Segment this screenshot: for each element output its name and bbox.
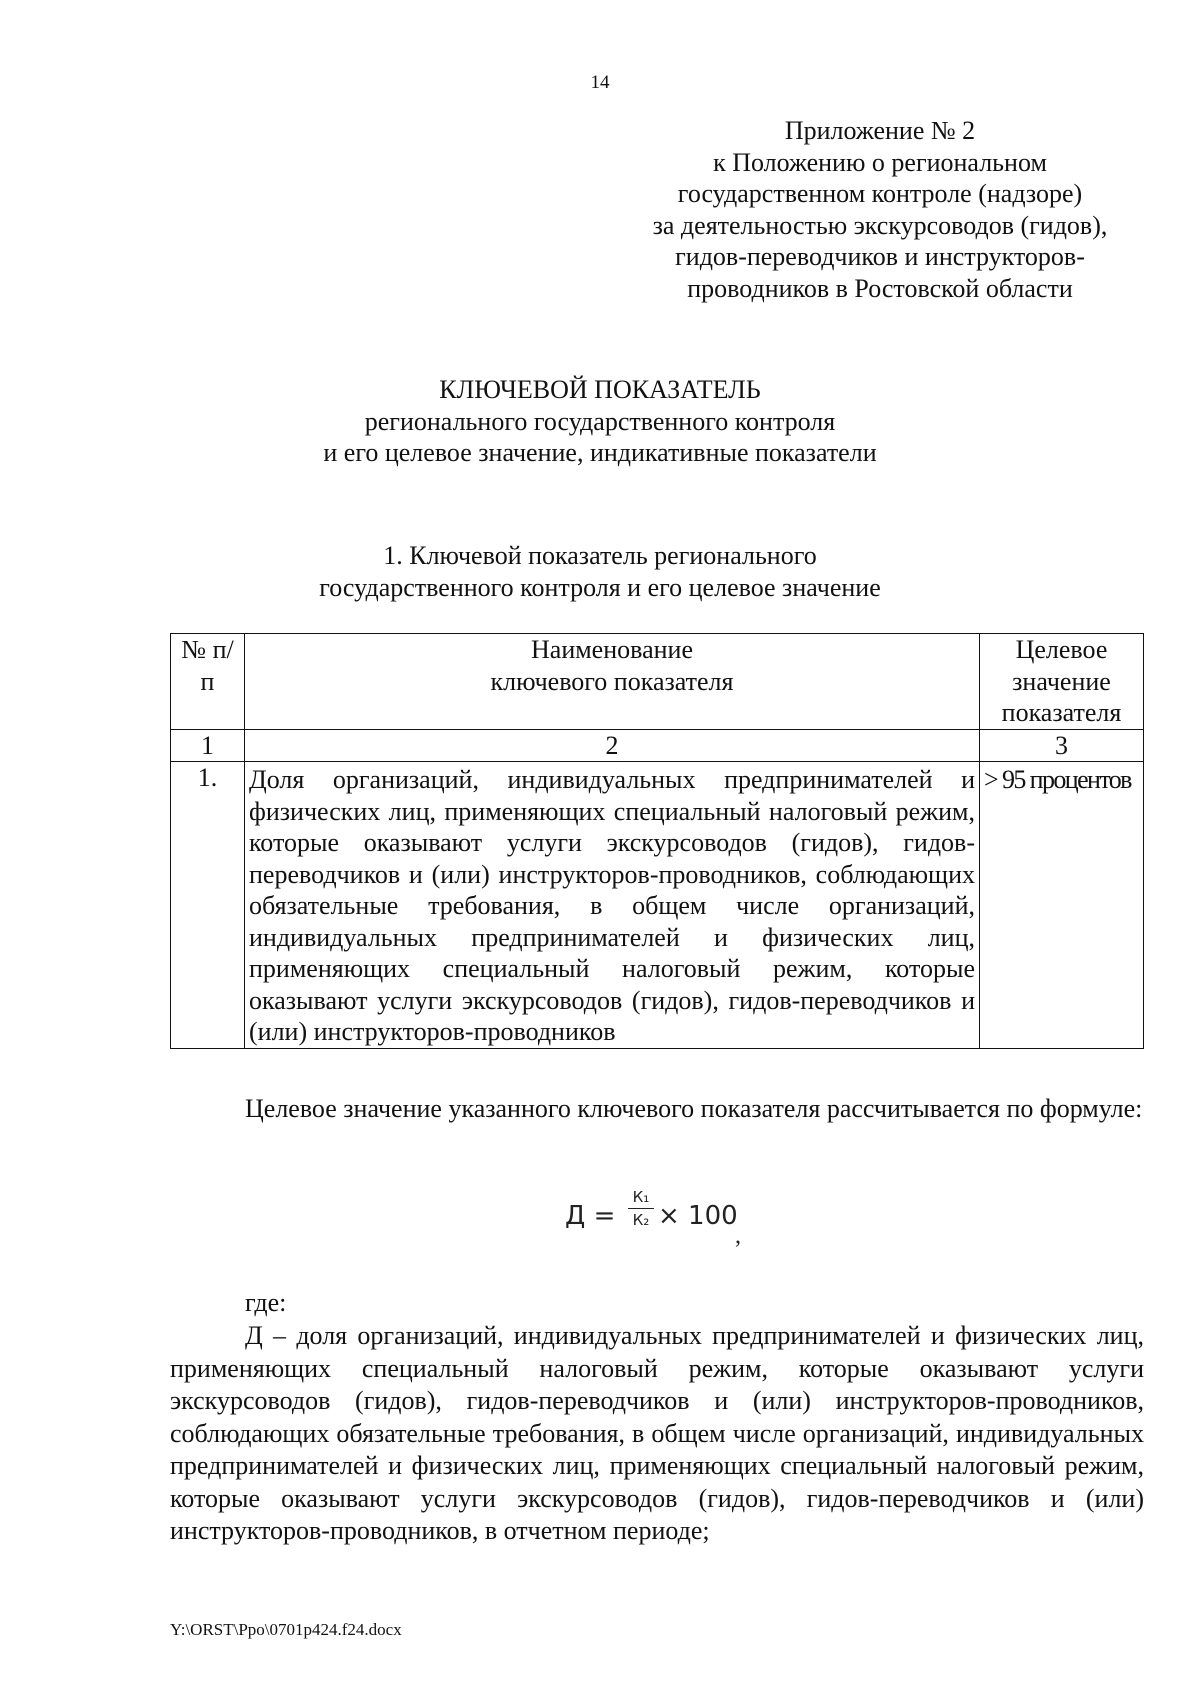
appendix-line: к Положению о региональном — [713, 147, 1047, 177]
formula-lhs: Д = — [565, 1201, 616, 1231]
header-target: Целевое значение показателя — [980, 634, 1144, 730]
table-column-numbers-row — [171, 729, 1144, 762]
appendix-line: Приложение № 2 — [784, 116, 976, 145]
footer-file-path: Y:\ORST\Ppo\0701p424.f24.docx — [170, 1620, 402, 1639]
header-num: № п/п — [171, 634, 245, 730]
header-name — [245, 634, 980, 730]
calculation-intro: Целевое значение указанного ключевого показателя рассчитывается по формуле: — [245, 1094, 1143, 1123]
where-label: где: — [245, 1288, 287, 1317]
table-row — [171, 762, 1144, 1049]
section-heading-line: государственного контроля и его целевое значение — [319, 572, 881, 602]
indicator-target-value: > 95 процентов — [980, 762, 1144, 1049]
title-subtitle: регионального государственного контроля — [364, 406, 836, 436]
table-header-row — [171, 634, 1144, 730]
column-number: 1 — [171, 729, 245, 762]
key-indicator-table — [170, 633, 1144, 1049]
row-number: 1. — [171, 762, 245, 1049]
column-number: 2 — [245, 729, 980, 762]
formula-denominator: К₂ — [632, 1211, 650, 1229]
section-heading-line: 1. Ключевой показатель регионального — [383, 541, 817, 570]
document-title — [0, 374, 1200, 469]
formula-fraction — [628, 1189, 654, 1229]
formula-rhs: × 100 — [658, 1201, 738, 1231]
formula-comma: , — [735, 1223, 741, 1249]
title-main: КЛЮЧЕВОЙ ПОКАЗАТЕЛЬ — [439, 375, 761, 404]
page-number: 14 — [590, 72, 610, 93]
column-number: 3 — [980, 729, 1144, 762]
formula-numerator: К₁ — [628, 1189, 654, 1209]
appendix-line: проводников в Ростовской области — [687, 273, 1073, 303]
definition-paragraph: Д – доля организаций, индивидуальных предпринимателей и физических лиц, применяющих специальный налоговый режим, которые оказывают услуги экскурсоводов (гидов), гидов-переводчиков и (или) инструкторов-проводников, соблюдающих обязательные требования, в общем числе организаций, индивидуальных предпринимателей и физических лиц, применяющих специальный налоговый режим, которые оказывают услуги экскурсоводов (гидов), гидов-переводчиков и (или) инструкторов-проводников, в отчетном периоде; — [170, 1321, 1144, 1545]
header-name-line: Наименование — [531, 635, 693, 664]
appendix-heading — [620, 115, 1140, 304]
title-subtitle: и его целевое значение, индикативные показатели — [323, 438, 877, 467]
appendix-line: гидов-переводчиков и инструкторов- — [675, 242, 1085, 271]
appendix-line: за деятельностью экскурсоводов (гидов), — [652, 210, 1108, 240]
appendix-line: государственном контроле (надзоре) — [677, 179, 1083, 208]
header-name-line: ключевого показателя — [490, 666, 734, 696]
indicator-name: Доля организаций, индивидуальных предпринимателей и физических лиц, применяющих специальный налоговый режим, которые оказывают услуги экскурсоводов (гидов), гидов-переводчиков и (или) инструкторов-проводников, соблюдающих обязательные требования, в общем числе организаций, индивидуальных предпринимателей и физических лиц, применяющих специальный налоговый режим, которые оказывают услуги экскурсоводов (гидов), гидов-переводчиков и (или) инструкторов-проводников — [245, 762, 980, 1049]
section-heading — [0, 540, 1200, 603]
